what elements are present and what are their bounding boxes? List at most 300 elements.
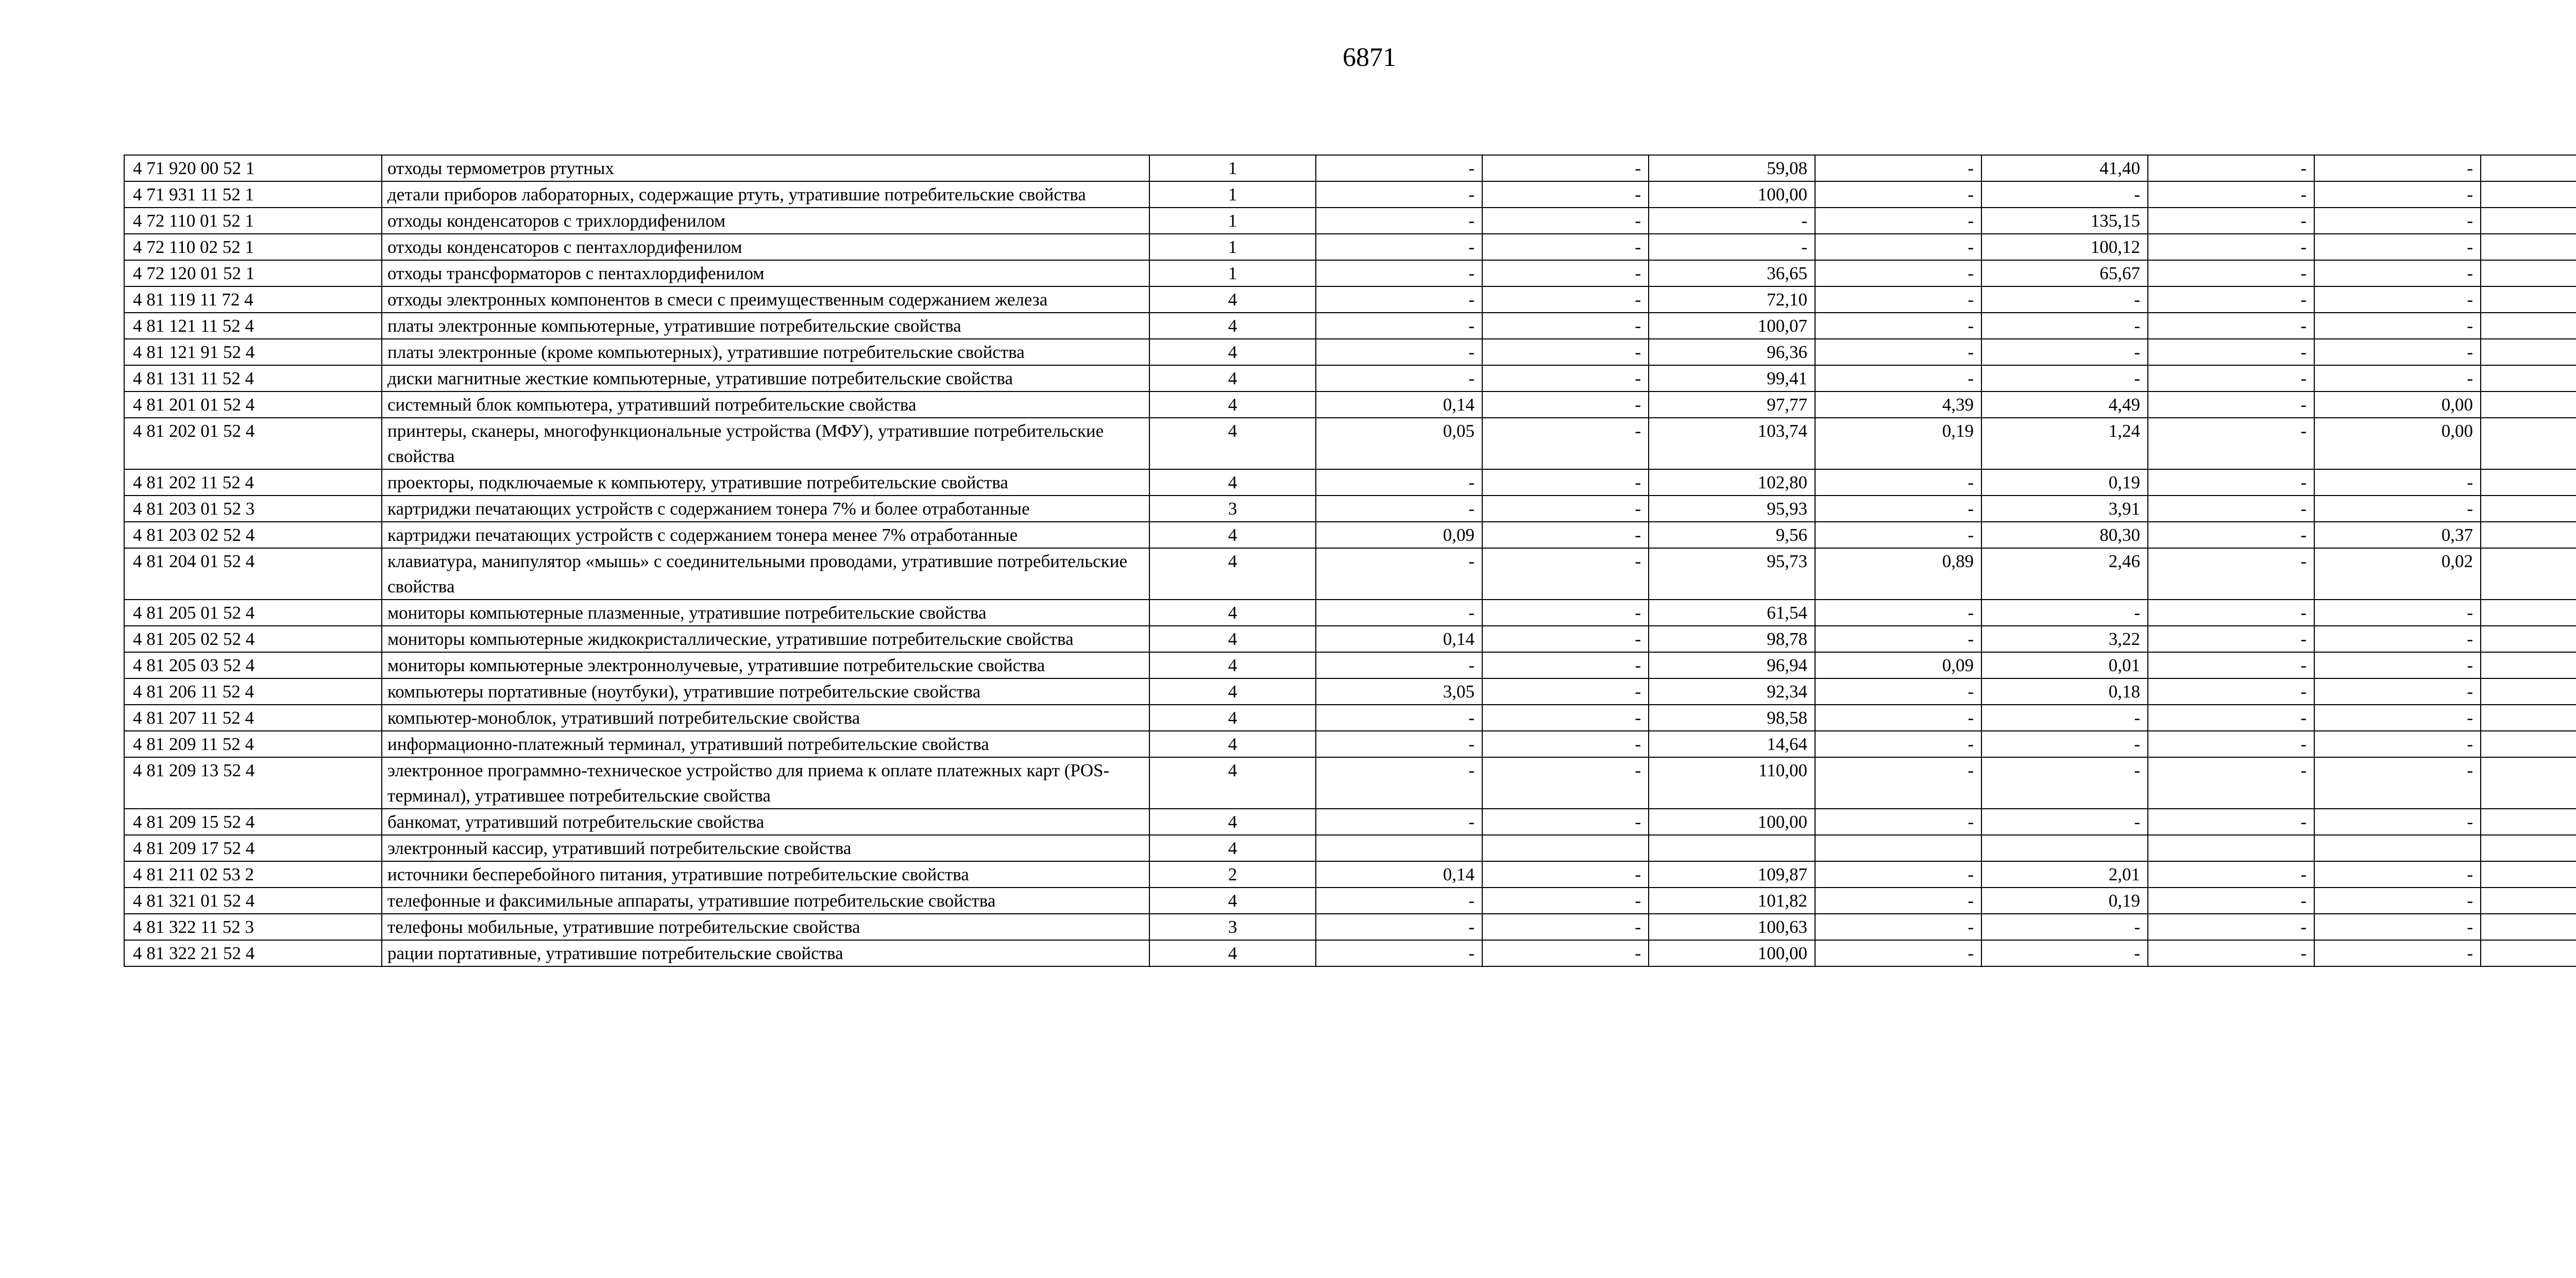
table-row bbox=[124, 208, 2576, 234]
waste-name-cell: платы электронные (кроме компьютерных), утратившие потребительские свойства bbox=[382, 339, 1149, 365]
hazard-class-cell: 1 bbox=[1149, 234, 1316, 260]
value-cell: - bbox=[2148, 757, 2314, 809]
value-cell bbox=[2481, 705, 2576, 731]
value-cell: - bbox=[1815, 678, 1981, 705]
hazard-class-cell: 4 bbox=[1149, 365, 1316, 391]
waste-code-cell: 4 72 120 01 52 1 bbox=[124, 260, 382, 286]
value-cell: - bbox=[1482, 208, 1649, 234]
hazard-class-cell: 1 bbox=[1149, 260, 1316, 286]
hazard-class-cell: 4 bbox=[1149, 548, 1316, 600]
value-cell bbox=[2481, 391, 2576, 418]
waste-code-cell: 4 81 209 11 52 4 bbox=[124, 731, 382, 757]
value-cell bbox=[2481, 888, 2576, 914]
value-cell: - bbox=[2314, 809, 2481, 835]
waste-code-cell: 4 81 207 11 52 4 bbox=[124, 705, 382, 731]
value-cell: - bbox=[2148, 260, 2314, 286]
table-row bbox=[124, 940, 2576, 966]
table-row bbox=[124, 155, 2576, 181]
table-row bbox=[124, 260, 2576, 286]
value-cell: - bbox=[2148, 155, 2314, 181]
value-cell: - bbox=[1815, 155, 1981, 181]
value-cell: 41,40 bbox=[1981, 155, 2148, 181]
value-cell: - bbox=[1316, 757, 1482, 809]
hazard-class-cell: 4 bbox=[1149, 626, 1316, 652]
hazard-class-cell: 4 bbox=[1149, 522, 1316, 548]
value-cell bbox=[2481, 339, 2576, 365]
value-cell: - bbox=[1482, 496, 1649, 522]
value-cell: 14,64 bbox=[1649, 731, 1815, 757]
value-cell bbox=[2481, 234, 2576, 260]
value-cell: - bbox=[1815, 313, 1981, 339]
value-cell: - bbox=[1815, 705, 1981, 731]
waste-name-cell: отходы конденсаторов с пентахлордифенилом bbox=[382, 234, 1149, 260]
value-cell: - bbox=[2148, 391, 2314, 418]
value-cell: 103,74 bbox=[1649, 418, 1815, 469]
value-cell: - bbox=[2314, 888, 2481, 914]
value-cell bbox=[2481, 260, 2576, 286]
waste-name-cell: проекторы, подключаемые к компьютеру, утратившие потребительские свойства bbox=[382, 469, 1149, 496]
value-cell: - bbox=[1316, 496, 1482, 522]
value-cell: - bbox=[2314, 940, 2481, 966]
value-cell: - bbox=[1482, 705, 1649, 731]
value-cell: - bbox=[1482, 809, 1649, 835]
waste-name-cell: картриджи печатающих устройств с содержанием тонера 7% и более отработанные bbox=[382, 496, 1149, 522]
value-cell: - bbox=[1316, 652, 1482, 678]
waste-name-cell: отходы трансформаторов с пентахлордифенилом bbox=[382, 260, 1149, 286]
table-row bbox=[124, 418, 2576, 469]
value-cell: - bbox=[2314, 469, 2481, 496]
value-cell: 0,14 bbox=[1316, 626, 1482, 652]
waste-name-cell: диски магнитные жесткие компьютерные, утратившие потребительские свойства bbox=[382, 365, 1149, 391]
waste-code-cell: 4 81 202 11 52 4 bbox=[124, 469, 382, 496]
value-cell: - bbox=[1316, 339, 1482, 365]
value-cell: 96,94 bbox=[1649, 652, 1815, 678]
value-cell: 0,05 bbox=[1316, 418, 1482, 469]
table-row bbox=[124, 809, 2576, 835]
value-cell: - bbox=[1981, 914, 2148, 940]
value-cell: - bbox=[2314, 339, 2481, 365]
hazard-class-cell: 2 bbox=[1149, 861, 1316, 888]
value-cell: 0,89 bbox=[1815, 548, 1981, 600]
table-row bbox=[124, 626, 2576, 652]
value-cell: - bbox=[1815, 861, 1981, 888]
value-cell bbox=[2481, 313, 2576, 339]
hazard-class-cell: 4 bbox=[1149, 600, 1316, 626]
hazard-class-cell: 4 bbox=[1149, 652, 1316, 678]
value-cell: 98,58 bbox=[1649, 705, 1815, 731]
value-cell: - bbox=[2314, 705, 2481, 731]
value-cell: - bbox=[1316, 365, 1482, 391]
value-cell: 97,77 bbox=[1649, 391, 1815, 418]
waste-name-cell: мониторы компьютерные электроннолучевые, утратившие потребительские свойства bbox=[382, 652, 1149, 678]
value-cell: - bbox=[1482, 365, 1649, 391]
value-cell: 0,02 bbox=[2314, 548, 2481, 600]
value-cell: 0,19 bbox=[1981, 469, 2148, 496]
table-row bbox=[124, 835, 2576, 861]
hazard-class-cell: 3 bbox=[1149, 914, 1316, 940]
value-cell: - bbox=[2148, 652, 2314, 678]
value-cell: 0,14 bbox=[1316, 861, 1482, 888]
table-row bbox=[124, 652, 2576, 678]
value-cell: - bbox=[1815, 286, 1981, 313]
value-cell bbox=[1649, 835, 1815, 861]
value-cell: - bbox=[1316, 888, 1482, 914]
hazard-class-cell: 4 bbox=[1149, 940, 1316, 966]
table-row bbox=[124, 705, 2576, 731]
table-row bbox=[124, 234, 2576, 260]
hazard-class-cell: 4 bbox=[1149, 391, 1316, 418]
waste-code-cell: 4 81 203 01 52 3 bbox=[124, 496, 382, 522]
value-cell bbox=[2481, 418, 2576, 469]
waste-code-cell: 4 71 931 11 52 1 bbox=[124, 181, 382, 208]
value-cell: 100,07 bbox=[1649, 313, 1815, 339]
value-cell: 0,01 bbox=[1981, 652, 2148, 678]
value-cell bbox=[1316, 835, 1482, 861]
value-cell: 100,63 bbox=[1649, 914, 1815, 940]
value-cell: - bbox=[1981, 339, 2148, 365]
hazard-class-cell: 4 bbox=[1149, 286, 1316, 313]
value-cell: - bbox=[1981, 313, 2148, 339]
waste-code-cell: 4 81 121 11 52 4 bbox=[124, 313, 382, 339]
table-row bbox=[124, 181, 2576, 208]
value-cell: - bbox=[2148, 208, 2314, 234]
value-cell: - bbox=[1482, 757, 1649, 809]
value-cell: - bbox=[1815, 260, 1981, 286]
value-cell: - bbox=[1482, 861, 1649, 888]
value-cell bbox=[2481, 469, 2576, 496]
table-row bbox=[124, 313, 2576, 339]
value-cell: - bbox=[2148, 600, 2314, 626]
value-cell: - bbox=[2148, 339, 2314, 365]
table-row bbox=[124, 861, 2576, 888]
table-row bbox=[124, 522, 2576, 548]
value-cell: - bbox=[1482, 286, 1649, 313]
value-cell: 3,22 bbox=[1981, 626, 2148, 652]
value-cell: - bbox=[1649, 234, 1815, 260]
value-cell: 0,18 bbox=[1981, 678, 2148, 705]
value-cell: - bbox=[1316, 705, 1482, 731]
value-cell: - bbox=[1316, 940, 1482, 966]
value-cell: - bbox=[1482, 731, 1649, 757]
value-cell: - bbox=[1482, 418, 1649, 469]
value-cell: - bbox=[2314, 731, 2481, 757]
value-cell bbox=[2481, 652, 2576, 678]
value-cell bbox=[2481, 626, 2576, 652]
waste-name-cell: телефонные и факсимильные аппараты, утратившие потребительские свойства bbox=[382, 888, 1149, 914]
value-cell: - bbox=[1815, 600, 1981, 626]
waste-code-cell: 4 81 204 01 52 4 bbox=[124, 548, 382, 600]
value-cell: 80,30 bbox=[1981, 522, 2148, 548]
waste-name-cell: детали приборов лабораторных, содержащие ртуть, утратившие потребительские свойства bbox=[382, 181, 1149, 208]
table-row bbox=[124, 731, 2576, 757]
value-cell: 65,67 bbox=[1981, 260, 2148, 286]
value-cell: 2,01 bbox=[1981, 861, 2148, 888]
value-cell: - bbox=[1316, 181, 1482, 208]
value-cell: 99,41 bbox=[1649, 365, 1815, 391]
value-cell: - bbox=[1316, 260, 1482, 286]
value-cell: 3,05 bbox=[1316, 678, 1482, 705]
table-row bbox=[124, 548, 2576, 600]
value-cell: - bbox=[1482, 522, 1649, 548]
value-cell bbox=[2481, 678, 2576, 705]
table-row bbox=[124, 914, 2576, 940]
value-cell: - bbox=[1482, 234, 1649, 260]
value-cell: - bbox=[2148, 678, 2314, 705]
value-cell: 100,00 bbox=[1649, 940, 1815, 966]
value-cell: - bbox=[1316, 234, 1482, 260]
value-cell bbox=[2481, 600, 2576, 626]
hazard-class-cell: 4 bbox=[1149, 835, 1316, 861]
waste-name-cell: информационно-платежный терминал, утративший потребительские свойства bbox=[382, 731, 1149, 757]
value-cell bbox=[2481, 835, 2576, 861]
value-cell: - bbox=[1316, 548, 1482, 600]
table-row bbox=[124, 391, 2576, 418]
value-cell: - bbox=[1316, 286, 1482, 313]
value-cell: - bbox=[1482, 600, 1649, 626]
value-cell: 95,73 bbox=[1649, 548, 1815, 600]
hazard-class-cell: 4 bbox=[1149, 731, 1316, 757]
hazard-class-cell: 4 bbox=[1149, 757, 1316, 809]
waste-name-cell: телефоны мобильные, утратившие потребительские свойства bbox=[382, 914, 1149, 940]
value-cell: - bbox=[2314, 155, 2481, 181]
value-cell: - bbox=[2314, 496, 2481, 522]
value-cell: - bbox=[2148, 705, 2314, 731]
value-cell: - bbox=[1482, 914, 1649, 940]
value-cell: - bbox=[1815, 940, 1981, 966]
value-cell bbox=[2481, 496, 2576, 522]
value-cell: - bbox=[1316, 155, 1482, 181]
waste-name-cell: клавиатура, манипулятор «мышь» с соединительными проводами, утратившие потребительские свойства bbox=[382, 548, 1149, 600]
value-cell: 0,37 bbox=[2314, 522, 2481, 548]
value-cell: - bbox=[1981, 757, 2148, 809]
value-cell: - bbox=[1316, 809, 1482, 835]
value-cell: - bbox=[1815, 469, 1981, 496]
waste-name-cell: картриджи печатающих устройств с содержанием тонера менее 7% отработанные bbox=[382, 522, 1149, 548]
waste-code-cell: 4 81 209 13 52 4 bbox=[124, 757, 382, 809]
hazard-class-cell: 1 bbox=[1149, 208, 1316, 234]
value-cell: - bbox=[1316, 914, 1482, 940]
value-cell: - bbox=[1981, 365, 2148, 391]
waste-name-cell: мониторы компьютерные плазменные, утратившие потребительские свойства bbox=[382, 600, 1149, 626]
value-cell: - bbox=[1815, 181, 1981, 208]
value-cell: - bbox=[1482, 678, 1649, 705]
value-cell: 0,14 bbox=[1316, 391, 1482, 418]
waste-name-cell: отходы электронных компонентов в смеси с преимущественным содержанием железа bbox=[382, 286, 1149, 313]
waste-name-cell: компьютеры портативные (ноутбуки), утратившие потребительские свойства bbox=[382, 678, 1149, 705]
value-cell bbox=[2481, 731, 2576, 757]
value-cell bbox=[2481, 286, 2576, 313]
value-cell: - bbox=[2314, 678, 2481, 705]
waste-code-cell: 4 81 201 01 52 4 bbox=[124, 391, 382, 418]
waste-name-cell: системный блок компьютера, утративший потребительские свойства bbox=[382, 391, 1149, 418]
waste-name-cell: банкомат, утративший потребительские свойства bbox=[382, 809, 1149, 835]
value-cell: - bbox=[1482, 260, 1649, 286]
waste-code-cell: 4 81 209 17 52 4 bbox=[124, 835, 382, 861]
value-cell: - bbox=[1815, 365, 1981, 391]
value-cell: - bbox=[1815, 234, 1981, 260]
value-cell bbox=[2481, 155, 2576, 181]
value-cell: 4,39 bbox=[1815, 391, 1981, 418]
value-cell: - bbox=[1815, 914, 1981, 940]
value-cell: - bbox=[1815, 757, 1981, 809]
value-cell: - bbox=[2148, 731, 2314, 757]
value-cell bbox=[2481, 809, 2576, 835]
value-cell: - bbox=[1316, 469, 1482, 496]
value-cell: - bbox=[2314, 260, 2481, 286]
value-cell: - bbox=[1815, 208, 1981, 234]
value-cell: - bbox=[2314, 234, 2481, 260]
value-cell bbox=[2481, 208, 2576, 234]
value-cell: 0,09 bbox=[1815, 652, 1981, 678]
waste-code-cell: 4 81 211 02 53 2 bbox=[124, 861, 382, 888]
value-cell: 1,24 bbox=[1981, 418, 2148, 469]
value-cell bbox=[2481, 365, 2576, 391]
table-row bbox=[124, 757, 2576, 809]
value-cell: 72,10 bbox=[1649, 286, 1815, 313]
waste-name-cell: электронный кассир, утративший потребительские свойства bbox=[382, 835, 1149, 861]
value-cell: 0,00 bbox=[2314, 418, 2481, 469]
hazard-class-cell: 4 bbox=[1149, 888, 1316, 914]
value-cell: - bbox=[1815, 522, 1981, 548]
value-cell: - bbox=[2314, 365, 2481, 391]
value-cell: - bbox=[1815, 809, 1981, 835]
value-cell bbox=[2481, 914, 2576, 940]
waste-code-cell: 4 81 322 11 52 3 bbox=[124, 914, 382, 940]
value-cell: - bbox=[2314, 861, 2481, 888]
value-cell: - bbox=[2148, 313, 2314, 339]
value-cell: 109,87 bbox=[1649, 861, 1815, 888]
hazard-class-cell: 3 bbox=[1149, 496, 1316, 522]
value-cell: - bbox=[2148, 469, 2314, 496]
table-row bbox=[124, 888, 2576, 914]
waste-code-cell: 4 81 121 91 52 4 bbox=[124, 339, 382, 365]
waste-name-cell: рации портативные, утратившие потребительские свойства bbox=[382, 940, 1149, 966]
value-cell: 110,00 bbox=[1649, 757, 1815, 809]
value-cell bbox=[2481, 940, 2576, 966]
value-cell: 100,00 bbox=[1649, 181, 1815, 208]
waste-code-cell: 4 81 131 11 52 4 bbox=[124, 365, 382, 391]
waste-code-cell: 4 71 920 00 52 1 bbox=[124, 155, 382, 181]
value-cell: - bbox=[2148, 888, 2314, 914]
value-cell: 95,93 bbox=[1649, 496, 1815, 522]
value-cell: - bbox=[1981, 940, 2148, 966]
hazard-class-cell: 4 bbox=[1149, 313, 1316, 339]
value-cell: - bbox=[2148, 809, 2314, 835]
value-cell: 92,34 bbox=[1649, 678, 1815, 705]
value-cell: - bbox=[2148, 940, 2314, 966]
value-cell: - bbox=[1482, 940, 1649, 966]
value-cell: - bbox=[2148, 522, 2314, 548]
waste-code-cell: 4 72 110 01 52 1 bbox=[124, 208, 382, 234]
value-cell: - bbox=[1482, 548, 1649, 600]
value-cell: 0,19 bbox=[1981, 888, 2148, 914]
value-cell: - bbox=[1482, 469, 1649, 496]
value-cell: 9,56 bbox=[1649, 522, 1815, 548]
value-cell: - bbox=[1815, 731, 1981, 757]
value-cell bbox=[1981, 835, 2148, 861]
value-cell: - bbox=[2314, 626, 2481, 652]
value-cell: - bbox=[2148, 861, 2314, 888]
value-cell: - bbox=[2314, 914, 2481, 940]
value-cell: - bbox=[1482, 155, 1649, 181]
waste-code-cell: 4 81 321 01 52 4 bbox=[124, 888, 382, 914]
value-cell bbox=[2481, 757, 2576, 809]
value-cell bbox=[2148, 835, 2314, 861]
waste-name-cell: электронное программно-техническое устройство для приема к оплате платежных карт (POS-терминал), утратившее потребительские свойства bbox=[382, 757, 1149, 809]
waste-code-cell: 4 81 205 01 52 4 bbox=[124, 600, 382, 626]
hazard-class-cell: 4 bbox=[1149, 418, 1316, 469]
hazard-class-cell: 4 bbox=[1149, 339, 1316, 365]
waste-code-cell: 4 72 110 02 52 1 bbox=[124, 234, 382, 260]
value-cell: 0,09 bbox=[1316, 522, 1482, 548]
value-cell: - bbox=[2148, 365, 2314, 391]
value-cell: - bbox=[2148, 286, 2314, 313]
hazard-class-cell: 1 bbox=[1149, 155, 1316, 181]
value-cell: - bbox=[1316, 731, 1482, 757]
value-cell: - bbox=[2148, 914, 2314, 940]
value-cell: 98,78 bbox=[1649, 626, 1815, 652]
hazard-class-cell: 4 bbox=[1149, 678, 1316, 705]
value-cell: - bbox=[1981, 286, 2148, 313]
value-cell: - bbox=[2314, 600, 2481, 626]
value-cell: - bbox=[1815, 888, 1981, 914]
value-cell: - bbox=[1482, 391, 1649, 418]
value-cell: - bbox=[2314, 757, 2481, 809]
value-cell: 3,91 bbox=[1981, 496, 2148, 522]
value-cell: - bbox=[1482, 181, 1649, 208]
value-cell: - bbox=[1482, 888, 1649, 914]
value-cell: - bbox=[1316, 208, 1482, 234]
value-cell: 96,36 bbox=[1649, 339, 1815, 365]
value-cell: - bbox=[2148, 418, 2314, 469]
table-row bbox=[124, 365, 2576, 391]
value-cell: - bbox=[2148, 548, 2314, 600]
value-cell: - bbox=[2314, 181, 2481, 208]
value-cell: - bbox=[2148, 626, 2314, 652]
table-body bbox=[124, 155, 2576, 966]
waste-code-cell: 4 81 322 21 52 4 bbox=[124, 940, 382, 966]
waste-name-cell: платы электронные компьютерные, утратившие потребительские свойства bbox=[382, 313, 1149, 339]
value-cell: - bbox=[1482, 339, 1649, 365]
waste-code-cell: 4 81 202 01 52 4 bbox=[124, 418, 382, 469]
value-cell: - bbox=[1981, 705, 2148, 731]
value-cell: 0,00 bbox=[2314, 391, 2481, 418]
waste-name-cell: компьютер-моноблок, утративший потребительские свойства bbox=[382, 705, 1149, 731]
value-cell: 61,54 bbox=[1649, 600, 1815, 626]
value-cell: - bbox=[1981, 809, 2148, 835]
hazard-class-cell: 1 bbox=[1149, 181, 1316, 208]
value-cell: - bbox=[1482, 626, 1649, 652]
table-row bbox=[124, 600, 2576, 626]
hazard-class-cell: 4 bbox=[1149, 469, 1316, 496]
value-cell bbox=[2481, 861, 2576, 888]
value-cell: - bbox=[1316, 600, 1482, 626]
value-cell: - bbox=[1649, 208, 1815, 234]
value-cell: - bbox=[2148, 496, 2314, 522]
value-cell: 102,80 bbox=[1649, 469, 1815, 496]
waste-code-cell: 4 81 119 11 72 4 bbox=[124, 286, 382, 313]
value-cell: 59,08 bbox=[1649, 155, 1815, 181]
value-cell: - bbox=[1981, 181, 2148, 208]
value-cell: - bbox=[1815, 496, 1981, 522]
value-cell: - bbox=[1815, 626, 1981, 652]
value-cell: 36,65 bbox=[1649, 260, 1815, 286]
value-cell bbox=[1482, 835, 1649, 861]
table-row bbox=[124, 286, 2576, 313]
value-cell: 100,00 bbox=[1649, 809, 1815, 835]
waste-name-cell: источники бесперебойного питания, утратившие потребительские свойства bbox=[382, 861, 1149, 888]
value-cell: - bbox=[1482, 652, 1649, 678]
